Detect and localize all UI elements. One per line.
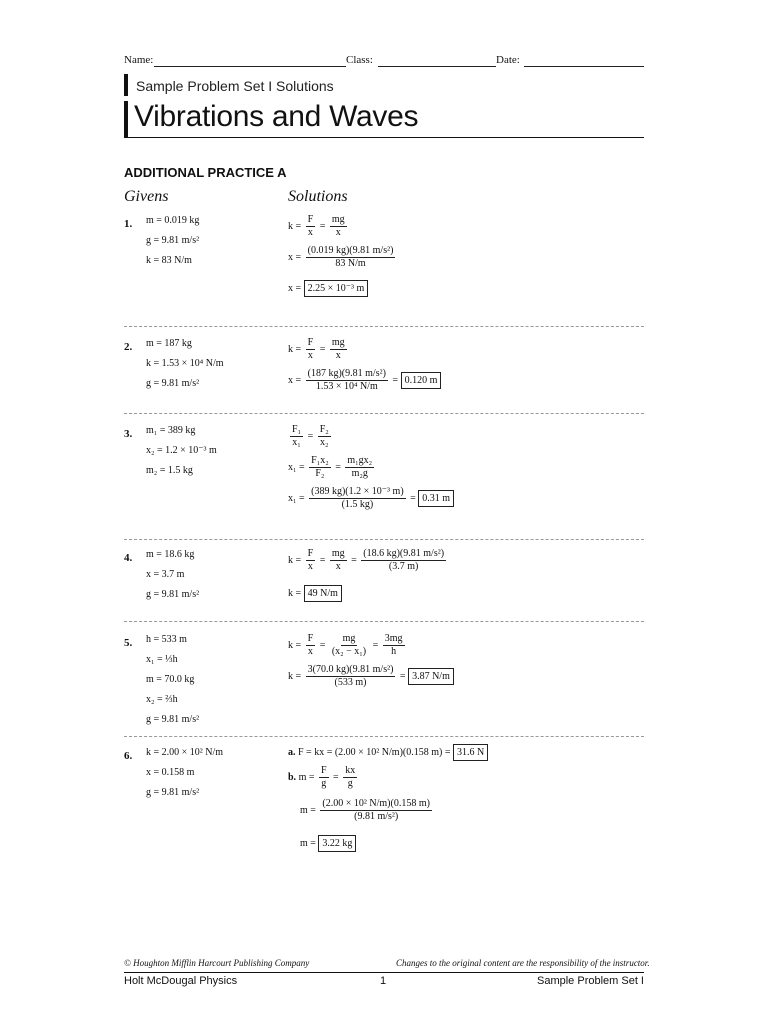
footer-rule: [124, 972, 644, 973]
problem-divider: [124, 326, 644, 327]
name-label: Name:: [124, 54, 154, 66]
footer-book-title: Holt McDougal Physics: [124, 975, 238, 987]
equation: x = 2.25 × 10⁻³ m: [288, 280, 397, 297]
solutions-column-header: Solutions: [288, 188, 348, 205]
problem-3-givens: [124, 424, 274, 476]
section-heading: ADDITIONAL PRACTICE A: [124, 165, 287, 180]
page-subtitle: Sample Problem Set I Solutions: [136, 78, 334, 94]
given-line: x₂ = ⅔h: [146, 694, 178, 705]
problem-2-solution: [288, 337, 441, 393]
given-line: m = 187 kg: [146, 338, 192, 349]
given-line: h = 533 m: [146, 634, 187, 645]
problem-number: 1.: [124, 218, 133, 230]
given-line: m = 18.6 kg: [146, 549, 195, 560]
given-line: k = 83 N/m: [146, 255, 192, 266]
problem-divider: [124, 621, 644, 622]
date-field-line[interactable]: [524, 66, 644, 67]
page-number: 1: [380, 975, 387, 987]
given-line: x₂ = 1.2 × 10⁻³ m: [146, 445, 217, 456]
given-line: g = 9.81 m/s²: [146, 714, 200, 725]
given-line: g = 9.81 m/s²: [146, 787, 200, 798]
given-line: m = 70.0 kg: [146, 674, 195, 685]
given-line: m₁ = 389 kg: [146, 425, 196, 436]
problem-divider: [124, 539, 644, 540]
problem-number: 6.: [124, 750, 133, 762]
date-label: Date:: [496, 54, 520, 66]
problem-divider: [124, 413, 644, 414]
given-line: x₁ = ⅓h: [146, 654, 178, 665]
equation: k = 49 N/m: [288, 585, 448, 602]
givens-column-header: Givens: [124, 188, 169, 205]
equation: x₁ = $\frac{\text{F₁x₂}}{\text{F₂}}$ = $\frac{\text{m₁gx₂}}{\text{m₂g}}$: [288, 455, 373, 479]
equation: x = $\frac{\text{(0.019 kg)(9.81 m/s²)}}{83 N/m}$: [288, 245, 394, 269]
problem-3-solution: [288, 424, 454, 511]
responsibility-notice: Changes to the original content are the responsibility of the instructor.: [396, 958, 650, 968]
problem-6-solution: [288, 744, 488, 852]
problem-4-givens: [124, 548, 274, 600]
equation: $\frac{\text{F₁}}{\text{x₁}}$ = $\frac{\text{F₂}}{\text{x₂}}$: [292, 424, 329, 448]
class-field-line[interactable]: [378, 66, 496, 67]
title-rule: [124, 137, 644, 138]
answer-box: 2.25 × 10⁻³ m: [304, 280, 369, 297]
title-bar: [124, 101, 128, 137]
answer-box: 31.6 N: [453, 744, 488, 761]
problem-1-givens: [124, 214, 274, 266]
equation: k = $\frac{F}{x}$ = $\frac{mg}{x}$ = $\frac{\text{(18.6 kg)(9.81 m/s²)}}{(3.7 m)}$: [288, 548, 445, 572]
class-label: Class:: [346, 54, 373, 66]
subtitle-bar: [124, 74, 128, 96]
given-line: g = 9.81 m/s²: [146, 589, 200, 600]
problem-6-givens: [124, 746, 274, 798]
equation: x₁ = $\frac{\text{(389 kg)(1.2 × 10⁻³ m)}}{(1.5 kg)}$ = 0.31 m: [288, 486, 454, 511]
equation: m = 3.22 kg: [300, 835, 488, 852]
answer-box: 0.120 m: [401, 372, 442, 389]
equation: b. m = $\frac{F}{g}$ = $\frac{kx}{g}$: [288, 765, 356, 789]
copyright-notice: © Houghton Mifflin Harcourt Publishing Company: [124, 958, 310, 968]
problem-divider: [124, 736, 644, 737]
problem-number: 3.: [124, 428, 133, 440]
given-line: k = 2.00 × 10² N/m: [146, 747, 224, 758]
given-line: x = 0.158 m: [146, 767, 195, 778]
problem-5-solution: [288, 633, 454, 689]
equation: m = $\frac{\text{(2.00 × 10² N/m)(0.158 m)}}{\text{(9.81 m/s²)}}$: [300, 798, 430, 822]
given-line: g = 9.81 m/s²: [146, 378, 200, 389]
answer-box: 3.87 N/m: [408, 668, 454, 685]
problem-number: 5.: [124, 637, 133, 649]
page-title: Vibrations and Waves: [134, 100, 419, 133]
answer-box: 49 N/m: [304, 585, 342, 602]
problem-2-givens: [124, 337, 274, 389]
problem-number: 4.: [124, 552, 133, 564]
given-line: m₂ = 1.5 kg: [146, 465, 193, 476]
equation: k = $\frac{\text{3(70.0 kg)(9.81 m/s²)}}{(533 m)}$ = 3.87 N/m: [288, 664, 454, 689]
given-line: m = 0.019 kg: [146, 215, 200, 226]
problem-5-givens: [124, 633, 274, 725]
equation: k = $\frac{F}{x}$ = $\frac{mg}{x}$: [288, 214, 345, 238]
name-class-date-row: [124, 52, 644, 70]
problem-1-solution: [288, 214, 397, 297]
answer-box: 3.22 kg: [318, 835, 356, 852]
given-line: g = 9.81 m/s²: [146, 235, 200, 246]
given-line: x = 3.7 m: [146, 569, 185, 580]
problem-number: 2.: [124, 341, 133, 353]
footer-set-title: Sample Problem Set I: [537, 975, 644, 987]
name-field-line[interactable]: [154, 66, 346, 67]
equation: k = $\frac{F}{x}$ = $\frac{mg}{x}$: [288, 337, 345, 361]
problem-4-solution: [288, 548, 448, 602]
equation: a. F = kx = (2.00 × 10² N/m)(0.158 m) = 31.6 N: [288, 744, 488, 761]
equation: k = $\frac{F}{x}$ = $\frac{mg}{\text{(x₂ − x₁)}}$ = $\frac{3mg}{h}$: [288, 633, 403, 657]
answer-box: 0.31 m: [418, 490, 454, 507]
equation: x = $\frac{\text{(187 kg)(9.81 m/s²)}}{\text{1.53 × 10⁴ N/m}}$ = 0.120 m: [288, 368, 441, 393]
given-line: k = 1.53 × 10⁴ N/m: [146, 358, 224, 369]
